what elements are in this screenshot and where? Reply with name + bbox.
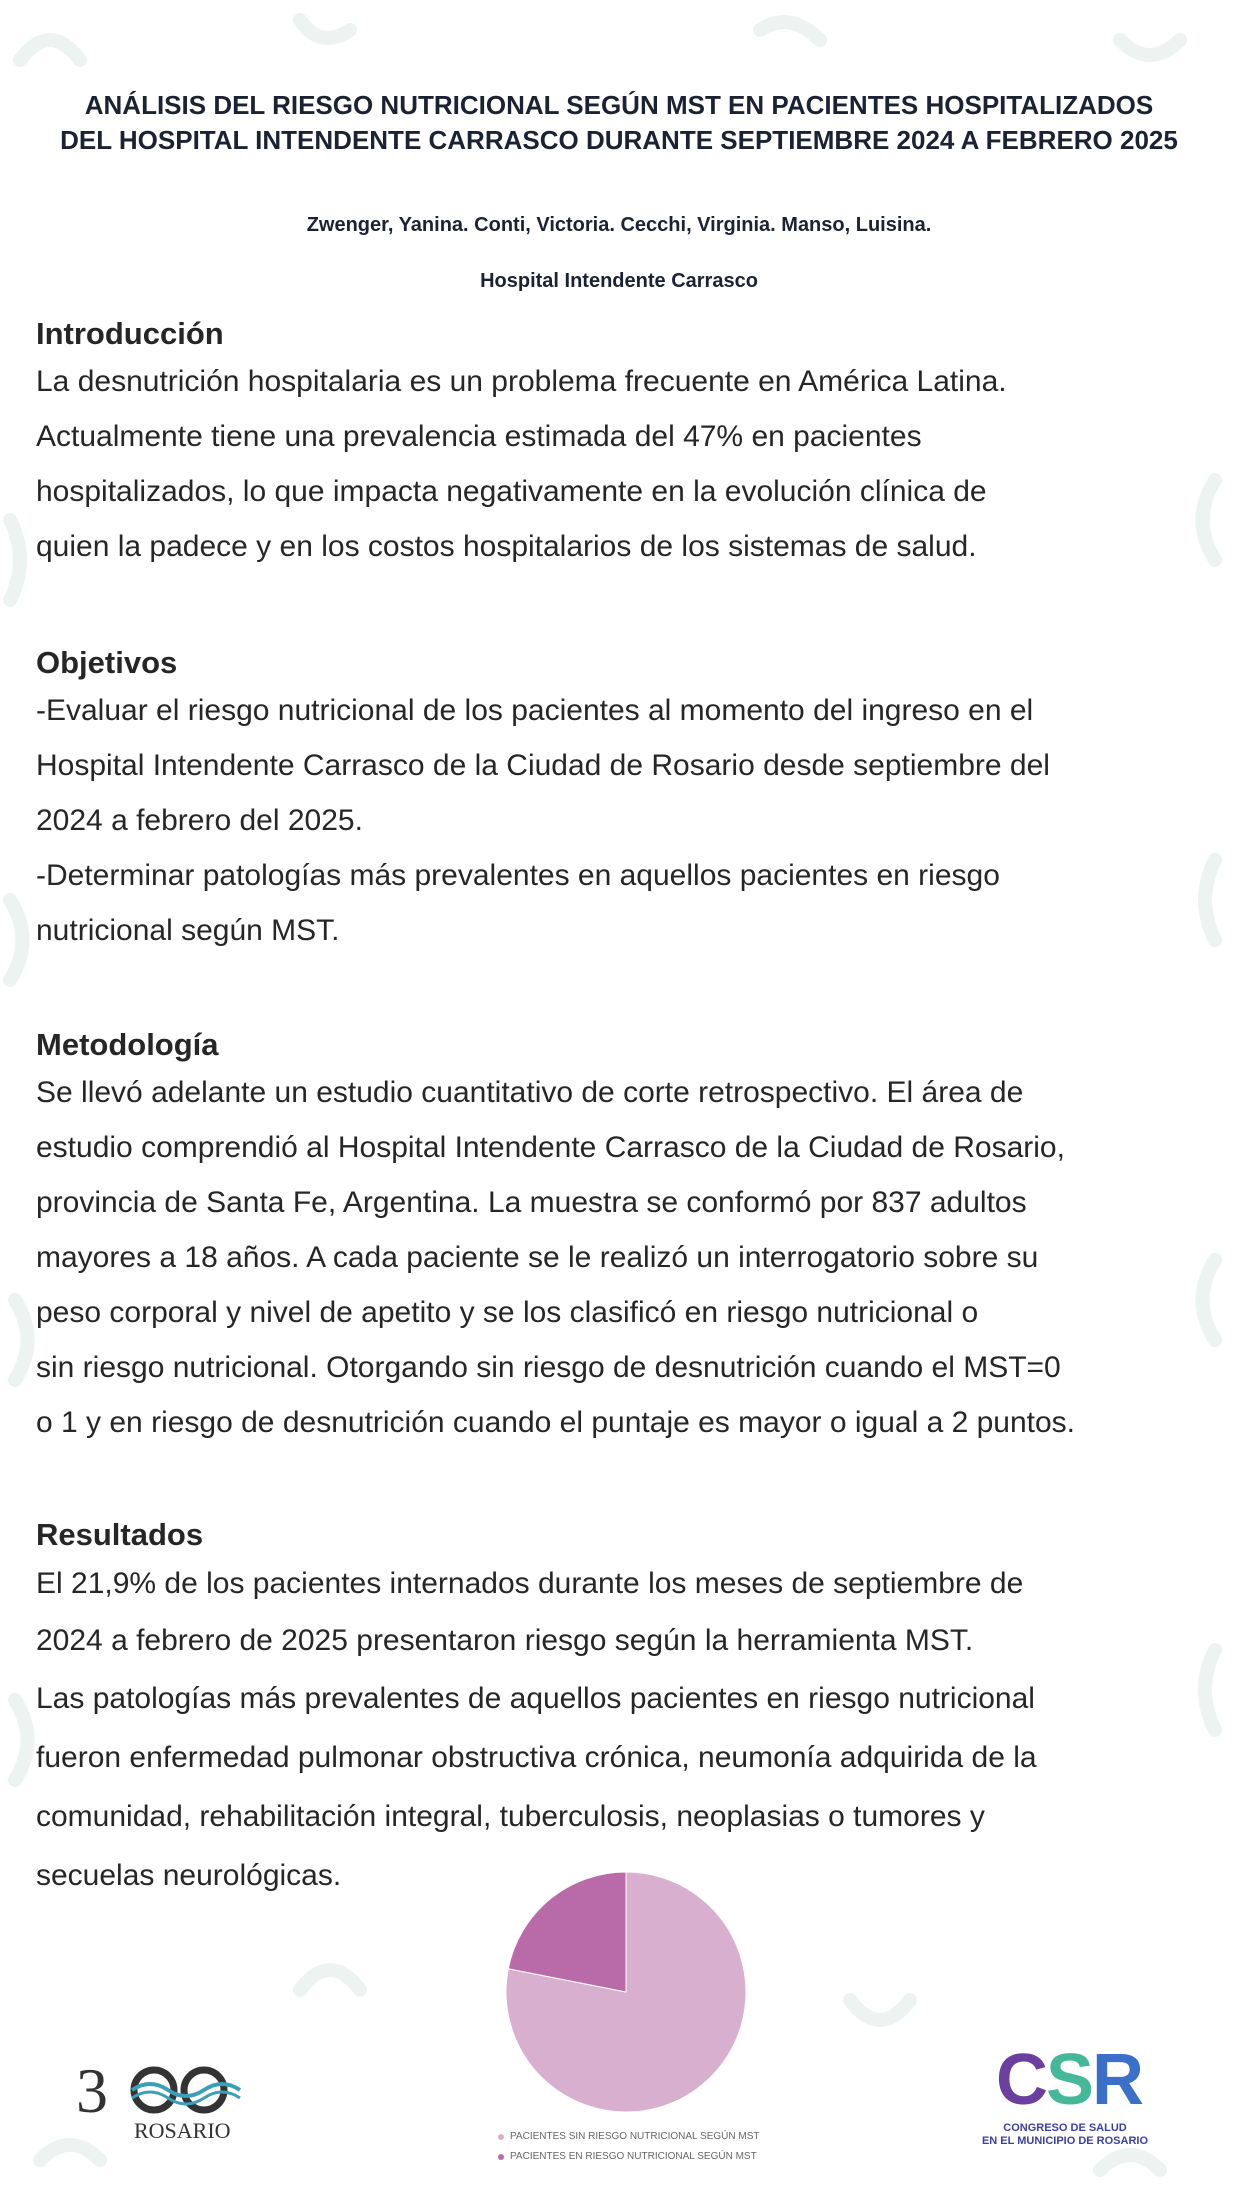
introduction-section	[36, 314, 1206, 574]
svg-text:ROSARIO: ROSARIO	[134, 2118, 231, 2143]
objectives-heading: Objetivos	[36, 645, 178, 680]
methodology-section	[36, 1025, 1206, 1450]
methodology-heading: Metodología	[36, 1027, 219, 1062]
results-heading: Resultados	[36, 1517, 204, 1552]
introduction-heading: Introducción	[36, 316, 224, 351]
authors: Zwenger, Yanina. Conti, Victoria. Cecchi, Virginia. Manso, Luisina.	[306, 214, 932, 236]
results-body-2: Las patologías más prevalentes de aquellos pacientes en riesgo nutricional fueron enfermedad pulmonar obstructiva crónica, neumonía adquirida de la comunidad, rehabilitación integral, tuberculosis, neoplasias o tumores y secuelas neurológicas.	[36, 1682, 1037, 1892]
legend-item-0	[498, 2127, 759, 2147]
rosario-300-logo	[72, 2050, 262, 2145]
results-section	[36, 1515, 1206, 1905]
chart-legend	[498, 2127, 759, 2167]
legend-label-1: PACIENTES EN RIESGO NUTRICIONAL SEGÚN MST	[510, 2151, 757, 2162]
results-body-1: El 21,9% de los pacientes internados durante los meses de septiembre de 2024 a febrero de 2025 presentaron riesgo según la herramienta MST.	[36, 1567, 1024, 1657]
poster-title: ANÁLISIS DEL RIESGO NUTRICIONAL SEGÚN MST EN PACIENTES HOSPITALIZADOS DEL HOSPITAL INTENDENTE CARRASCO DURANTE SEPTIEMBRE 2024 A FEBRERO 2025	[60, 90, 1178, 155]
svg-text:3: 3	[76, 2055, 108, 2126]
legend-item-1	[498, 2147, 759, 2167]
institution: Hospital Intendente Carrasco	[480, 270, 758, 292]
legend-swatch-1	[498, 2154, 504, 2160]
introduction-body: La desnutrición hospitalaria es un problema frecuente en América Latina. Actualmente tiene una prevalencia estimada del 47% en pacientes hospitalizados, lo que impacta negativamente en la evolución clínica de quien la padece y en los costos hospitalarios de los sistemas de salud.	[36, 365, 1007, 563]
csr-logo-letters: CSR	[996, 2040, 1143, 2120]
csr-logo-subtitle: CONGRESO DE SALUD EN EL MUNICIPIO DE ROSARIO	[981, 2122, 1149, 2147]
methodology-body: Se llevó adelante un estudio cuantitativo de corte retrospectivo. El área de estudio comprendió al Hospital Intendente Carrasco de la Ciudad de Rosario, provincia de Santa Fe, Argentina. La muestra se conformó por 837 adultos mayores a 18 años. A cada paciente se le realizó un interrogatorio sobre su peso corporal y nivel de apetito y se los clasificó en riesgo nutricional o sin riesgo nutricional. Otorgando sin riesgo de desnutrición cuando el MST=0 o 1 y en riesgo de desnutrición cuando el puntaje es mayor o igual a 2 puntos.	[36, 1076, 1076, 1439]
objectives-body: -Evaluar el riesgo nutricional de los pacientes al momento del ingreso en el Hospital Intendente Carrasco de la Ciudad de Rosario desde septiembre del 2024 a febrero del 2025. -Determinar patologías más prevalentes en aquellos pacientes en riesgo nutricional según MST.	[36, 694, 1050, 947]
legend-label-0: PACIENTES SIN RIESGO NUTRICIONAL SEGÚN MST	[510, 2131, 760, 2142]
objectives-section	[36, 643, 1206, 958]
legend-swatch-0	[498, 2134, 504, 2140]
csr-logo	[960, 2040, 1170, 2150]
